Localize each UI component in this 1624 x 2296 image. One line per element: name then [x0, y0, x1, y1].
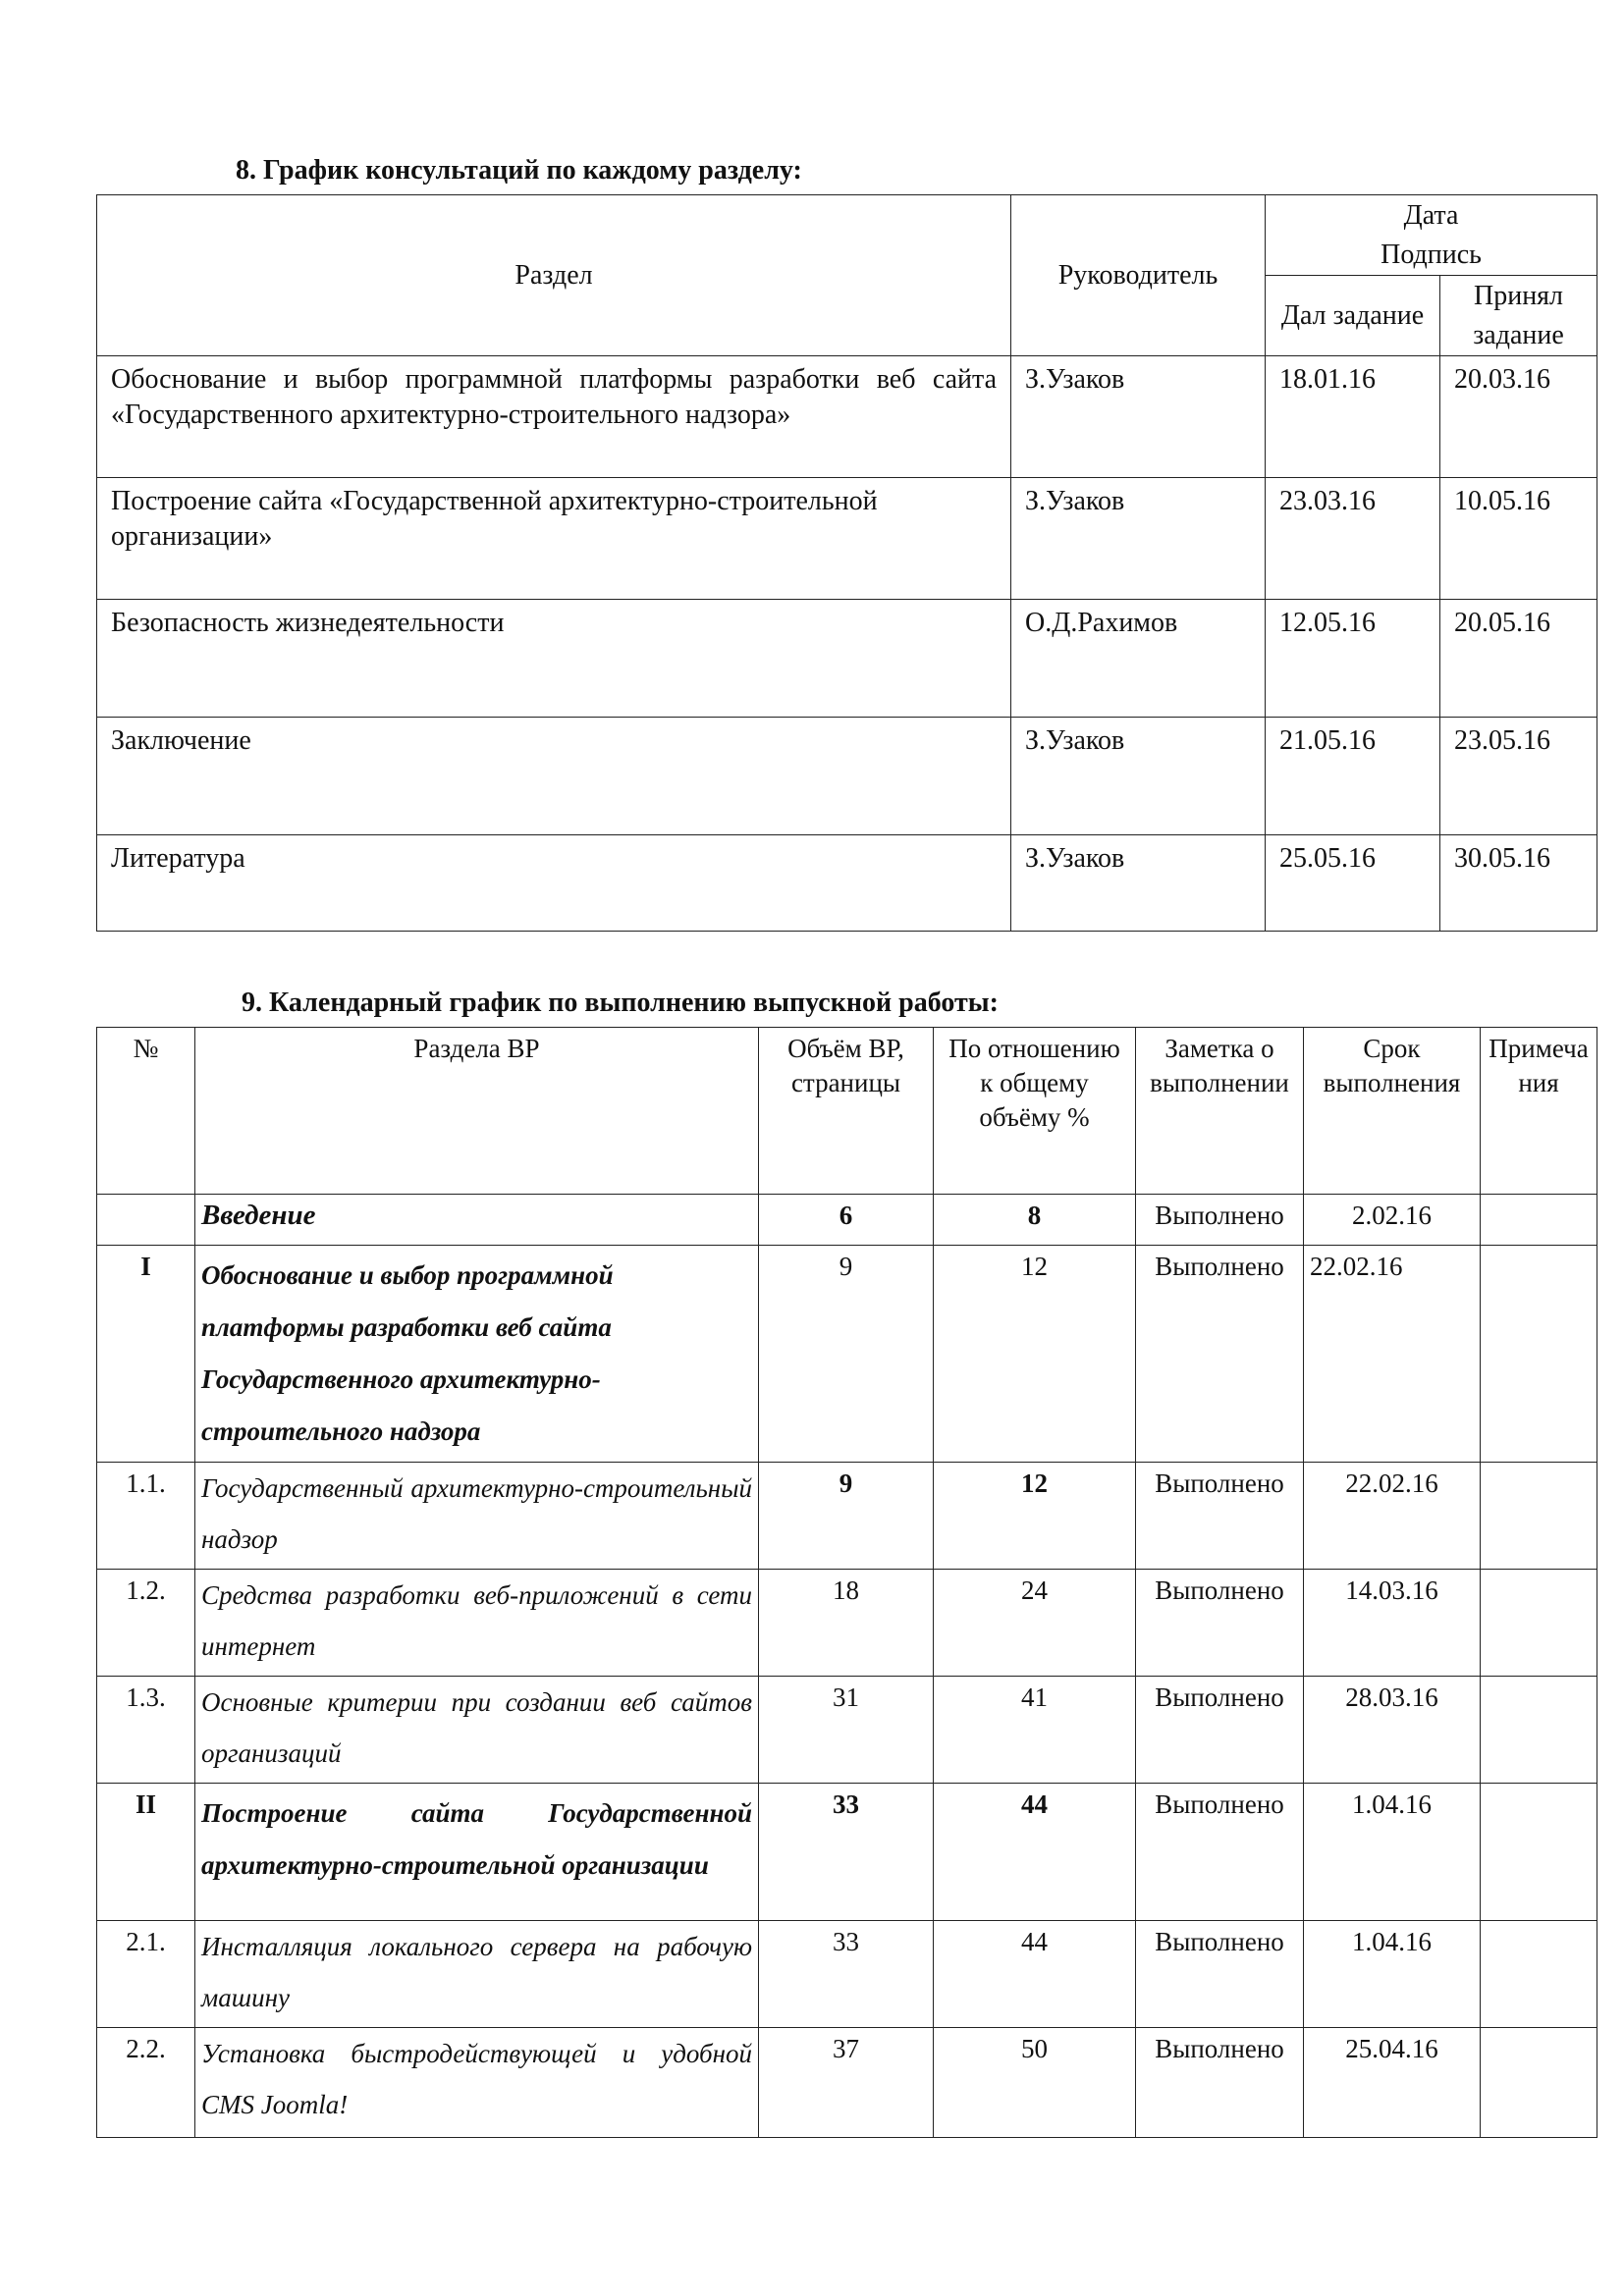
header-supervisor: Руководитель: [1011, 195, 1266, 356]
cell-volume: 9: [759, 1463, 934, 1570]
table-row: [97, 1463, 1597, 1570]
cell-remark: [1481, 1570, 1597, 1677]
cell-deadline: 25.04.16: [1304, 2028, 1481, 2138]
calendar-schedule-table: [96, 1027, 1597, 2138]
header-date-signature: [1266, 195, 1597, 276]
cell-deadline: 1.04.16: [1304, 1784, 1481, 1921]
cell-remark: [1481, 1784, 1597, 1921]
cell-remark: [1481, 1463, 1597, 1570]
table-row: [97, 835, 1597, 932]
cell-no: 2.2.: [97, 2028, 195, 2138]
consultation-schedule-heading: 8. График консультаций по каждому разделу:: [236, 155, 802, 186]
cell-section: Средства разработки веб-приложений в сети интернет: [195, 1570, 759, 1677]
cell-note: Выполнено: [1136, 1570, 1304, 1677]
header-section: Раздела ВР: [195, 1028, 759, 1195]
cell-percent: 50: [934, 2028, 1136, 2138]
cell-no: II: [97, 1784, 195, 1921]
cell-section: Литература: [97, 835, 1011, 932]
header-note: Заметка о выполнении: [1136, 1028, 1304, 1195]
cell-remark: [1481, 1246, 1597, 1463]
cell-given: 18.01.16: [1266, 356, 1440, 478]
cell-supervisor: З.Узаков: [1011, 718, 1266, 835]
cell-percent: 44: [934, 1784, 1136, 1921]
table-row: [97, 1195, 1597, 1246]
table-row: [97, 1246, 1597, 1463]
cell-section: Построение сайта Государственной архитектурно-строительной организации: [195, 1784, 759, 1921]
cell-accepted: 30.05.16: [1440, 835, 1597, 932]
cell-no: 1.1.: [97, 1463, 195, 1570]
cell-note: Выполнено: [1136, 1677, 1304, 1784]
cell-accepted: 10.05.16: [1440, 478, 1597, 600]
cell-percent: 41: [934, 1677, 1136, 1784]
cell-deadline: 22.02.16: [1304, 1463, 1481, 1570]
cell-percent: 44: [934, 1921, 1136, 2028]
cell-volume: 33: [759, 1784, 934, 1921]
cell-note: Выполнено: [1136, 1246, 1304, 1463]
cell-section: Инсталляция локального сервера на рабочую машину: [195, 1921, 759, 2028]
cell-accepted: 20.03.16: [1440, 356, 1597, 478]
cell-supervisor: О.Д.Рахимов: [1011, 600, 1266, 718]
cell-section: Государственный архитектурно-строительный надзор: [195, 1463, 759, 1570]
cell-no: [97, 1195, 195, 1246]
cell-supervisor: З.Узаков: [1011, 835, 1266, 932]
cell-remark: [1481, 1677, 1597, 1784]
cell-percent: 12: [934, 1246, 1136, 1463]
table-header-row: [97, 1028, 1597, 1195]
cell-section: Заключение: [97, 718, 1011, 835]
table-row: [97, 1570, 1597, 1677]
table-row: [97, 2028, 1597, 2138]
cell-supervisor: З.Узаков: [1011, 356, 1266, 478]
header-percent: По отношению к общему объёму %: [934, 1028, 1136, 1195]
cell-volume: 6: [759, 1195, 934, 1246]
cell-section: Введение: [195, 1195, 759, 1246]
cell-no: 2.1.: [97, 1921, 195, 2028]
cell-percent: 12: [934, 1463, 1136, 1570]
header-given: Дал задание: [1266, 276, 1440, 356]
cell-section: Обоснование и выбор программной платформы разработки веб сайта «Государственного архитектурно-строительного надзора»: [97, 356, 1011, 478]
cell-no: I: [97, 1246, 195, 1463]
cell-section: Безопасность жизнедеятельности: [97, 600, 1011, 718]
table-row: [97, 1677, 1597, 1784]
table-header-row: [97, 195, 1597, 276]
cell-section: Построение сайта «Государственной архитектурно-строительной организации»: [97, 478, 1011, 600]
cell-deadline: 28.03.16: [1304, 1677, 1481, 1784]
cell-note: Выполнено: [1136, 1463, 1304, 1570]
cell-deadline: 1.04.16: [1304, 1921, 1481, 2028]
cell-percent: 8: [934, 1195, 1136, 1246]
header-remark: Примеча ния: [1481, 1028, 1597, 1195]
cell-remark: [1481, 2028, 1597, 2138]
cell-given: 12.05.16: [1266, 600, 1440, 718]
cell-given: 23.03.16: [1266, 478, 1440, 600]
table-row: [97, 478, 1597, 600]
cell-section: Основные критерии при создании веб сайтов организаций: [195, 1677, 759, 1784]
consultation-schedule-table: [96, 194, 1597, 932]
cell-deadline: 14.03.16: [1304, 1570, 1481, 1677]
cell-section: Обоснование и выбор программной платформы разработки веб сайта Государственного архитектурно-строительного надзора: [195, 1246, 759, 1463]
cell-note: Выполнено: [1136, 2028, 1304, 2138]
table-row: [97, 356, 1597, 478]
cell-note: Выполнено: [1136, 1921, 1304, 2028]
cell-volume: 18: [759, 1570, 934, 1677]
cell-deadline: 2.02.16: [1304, 1195, 1481, 1246]
table-row: [97, 600, 1597, 718]
cell-given: 21.05.16: [1266, 718, 1440, 835]
cell-note: Выполнено: [1136, 1195, 1304, 1246]
cell-deadline: 22.02.16: [1304, 1246, 1481, 1463]
cell-remark: [1481, 1921, 1597, 2028]
header-volume: Объём ВР, страницы: [759, 1028, 934, 1195]
cell-remark: [1481, 1195, 1597, 1246]
cell-note: Выполнено: [1136, 1784, 1304, 1921]
table-row: [97, 1784, 1597, 1921]
cell-percent: 24: [934, 1570, 1136, 1677]
cell-volume: 9: [759, 1246, 934, 1463]
cell-accepted: 20.05.16: [1440, 600, 1597, 718]
table-row: [97, 718, 1597, 835]
cell-accepted: 23.05.16: [1440, 718, 1597, 835]
cell-supervisor: З.Узаков: [1011, 478, 1266, 600]
cell-no: 1.3.: [97, 1677, 195, 1784]
header-signature: Подпись: [1380, 239, 1482, 270]
cell-volume: 31: [759, 1677, 934, 1784]
cell-given: 25.05.16: [1266, 835, 1440, 932]
cell-volume: 33: [759, 1921, 934, 2028]
header-date: Дата: [1403, 199, 1459, 231]
cell-no: 1.2.: [97, 1570, 195, 1677]
table-row: [97, 1921, 1597, 2028]
header-section: Раздел: [97, 195, 1011, 356]
cell-section: Установка быстродействующей и удобной CMS Joomla!: [195, 2028, 759, 2138]
cell-volume: 37: [759, 2028, 934, 2138]
calendar-schedule-heading: 9. Календарный график по выполнению выпускной работы:: [242, 988, 999, 1018]
header-no: №: [97, 1028, 195, 1195]
header-deadline: Срок выполнения: [1304, 1028, 1481, 1195]
header-accepted: Принял задание: [1440, 276, 1597, 356]
